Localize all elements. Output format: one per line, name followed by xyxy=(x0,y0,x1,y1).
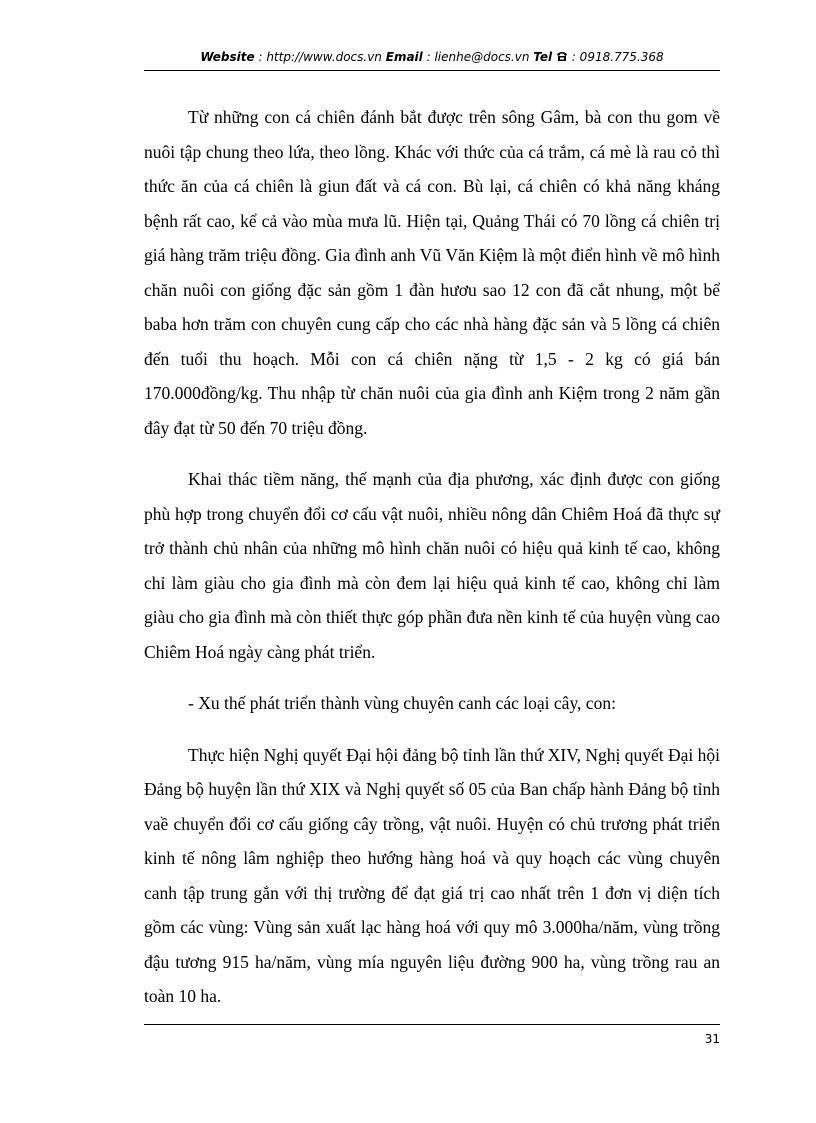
website-link[interactable]: : http://www.docs.vn xyxy=(258,50,382,64)
page-number: 31 xyxy=(704,1032,720,1046)
tel-label: Tel xyxy=(533,50,553,64)
email-link[interactable]: : lienhe@docs.vn xyxy=(426,50,530,64)
footer-divider xyxy=(144,1024,720,1025)
phone-icon xyxy=(556,50,572,64)
paragraph: Khai thác tiềm năng, thế mạnh của địa phương, xác định được con giống phù hợp trong chuyển đổi cơ cấu vật nuôi, nhiều nông dân Chiêm Hoá đã thực sự trở thành chủ nhân của những mô hình chăn nuôi có hiệu quả kinh tế cao, không chỉ làm giàu cho gia đình mà còn đem lại hiệu quả kinh tế cao, không chỉ làm giàu cho gia đình mà còn thiết thực góp phần đưa nền kinh tế của huyện vùng cao Chiêm Hoá ngày càng phát triển. xyxy=(144,469,720,662)
section-heading: - Xu thế phát triển thành vùng chuyên canh các loại cây, con: xyxy=(188,693,616,713)
website-label: Website xyxy=(200,50,255,64)
document-body xyxy=(144,100,720,1014)
tel-value: : 0918.775.368 xyxy=(571,50,664,64)
header-divider xyxy=(144,70,720,71)
page-header xyxy=(144,50,720,64)
paragraph: Thực hiện Nghị quyết Đại hội đảng bộ tỉnh lần thứ XIV, Nghị quyết Đại hội Đảng bộ huyện lần thứ XIX và Nghị quyết số 05 của Ban chấp hành Đảng bộ tỉnh vaề chuyển đổi cơ cấu giống cây trồng, vật nuôi. Huyện có chủ trương phát triển kinh tế nông lâm nghiệp theo hướng hàng hoá và quy hoạch các vùng chuyên canh tập trung gắn với thị trường để đạt giá trị cao nhất trên 1 đơn vị diện tích gồm các vùng: Vùng sản xuất lạc hàng hoá với quy mô 3.000ha/năm, vùng trồng đậu tương 915 ha/năm, vùng mía nguyên liệu đường 900 ha, vùng trồng rau an toàn 10 ha. xyxy=(144,744,720,1006)
email-label: Email xyxy=(385,50,423,64)
paragraph: Từ những con cá chiên đánh bắt được trên sông Gâm, bà con thu gom về nuôi tập chung theo lứa, theo lồng. Khác với thức của cá trắm, cá mè là rau cỏ thì thức ăn của cá chiên là giun đất và cá con. Bù lại, cá chiên có khả năng kháng bệnh rất cao, kể cả vào mùa mưa lũ. Hiện tại, Quảng Thái có 70 lồng cá chiên trị giá hàng trăm triệu đồng. Gia đình anh Vũ Văn Kiệm là một điển hình về mô hình chăn nuôi con giống đặc sản gồm 1 đàn hươu sao 12 con đã cắt nhung, một bể baba hơn trăm con chuyên cung cấp cho các nhà hàng đặc sản và 5 lồng cá chiên đến tuổi thu hoạch. Mỗi con cá chiên nặng từ 1,5 - 2 kg có giá bán 170.000đồng/kg. Thu nhập từ chăn nuôi của gia đình anh Kiệm trong 2 năm gần đây đạt từ 50 đến 70 triệu đồng. xyxy=(144,107,720,438)
